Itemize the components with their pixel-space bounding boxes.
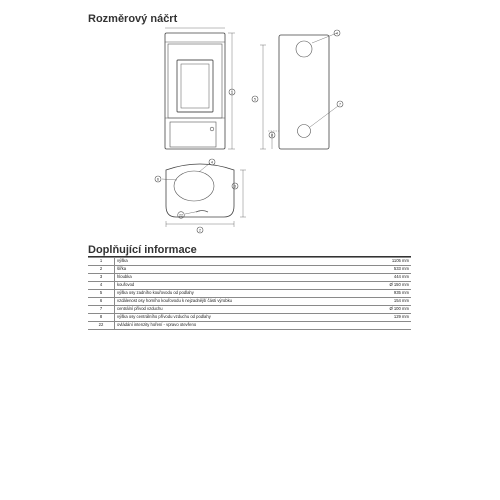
row-number: 7 (88, 305, 115, 313)
sketch-title: Rozměrový náčrt (88, 13, 178, 25)
info-table (88, 257, 411, 330)
row-number: 8 (88, 313, 115, 321)
row-number: 22 (88, 321, 115, 329)
callout-width: 2 (198, 227, 202, 233)
callout-control: 22 (179, 213, 183, 218)
row-value: 935 mm (362, 289, 411, 297)
top-view (162, 163, 246, 227)
row-label: centrální přívod vzduchu (115, 305, 363, 313)
row-label: hloubka (115, 273, 363, 281)
callout-flue-distance: 6 (156, 176, 160, 182)
info-title: Doplňující informace (88, 244, 197, 256)
table-row (88, 313, 411, 321)
callout-rear-flue-height: 5 (253, 96, 257, 102)
row-value (362, 321, 411, 329)
row-value: 1105 mm (362, 258, 411, 266)
callout-top-flue: 4 (210, 159, 214, 165)
callout-air-inlet: 7 (338, 101, 342, 107)
row-label: ovládání intenzity hoření - vpravo otevřeno (115, 321, 363, 329)
row-value: 533 mm (362, 265, 411, 273)
row-number: 5 (88, 289, 115, 297)
table-row (88, 281, 411, 289)
row-label: šířka (115, 265, 363, 273)
table-row (88, 297, 411, 305)
row-number: 3 (88, 273, 115, 281)
row-number: 6 (88, 297, 115, 305)
row-value: 129 mm (362, 313, 411, 321)
row-value: 444 mm (362, 273, 411, 281)
row-value: Ø 150 mm (362, 281, 411, 289)
row-value: 154 mm (362, 297, 411, 305)
row-label: vzdálenost osy horního kouřovodu k nejzadnější části výrobku (115, 297, 363, 305)
row-label: výška osy centrálního přívodu vzduchu od podlahy (115, 313, 363, 321)
row-label: výška (115, 258, 363, 266)
table-row (88, 265, 411, 273)
row-number: 4 (88, 281, 115, 289)
table-row (88, 273, 411, 281)
table-row (88, 289, 411, 297)
row-number: 1 (88, 258, 115, 266)
row-label: výška osy zadního kouřovodu od podlahy (115, 289, 363, 297)
table-row (88, 321, 411, 329)
callout-flue-diameter: 4 (335, 30, 339, 36)
table-row (88, 258, 411, 266)
callout-depth: 3 (233, 183, 237, 189)
callout-air-inlet-height: 8 (270, 132, 274, 138)
row-label: kouřovod (115, 281, 363, 289)
table-row (88, 305, 411, 313)
row-value: Ø 100 mm (362, 305, 411, 313)
callout-height: 1 (230, 89, 234, 95)
row-number: 2 (88, 265, 115, 273)
front-view (165, 28, 235, 149)
